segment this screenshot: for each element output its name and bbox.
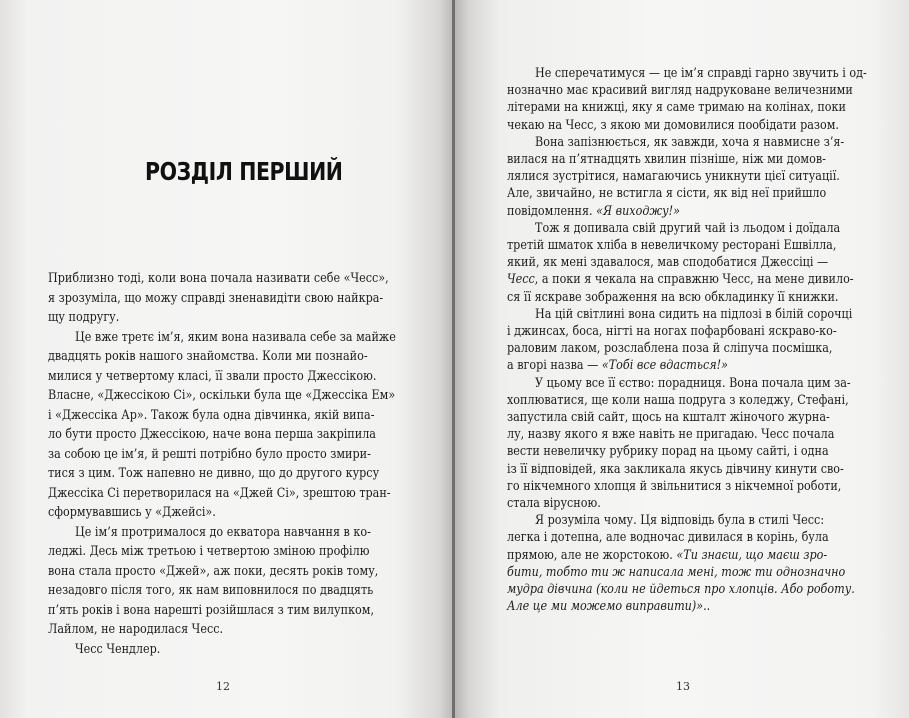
text-line: Джессіка Сі перетворилася на «Джей Сі», зрештою тран-	[48, 485, 391, 501]
italic-text-segment: Чесс	[507, 272, 535, 288]
text-line	[507, 205, 680, 218]
text-segment: , а поки я чекала на справжню Чесс, на мене дивило-	[534, 272, 854, 288]
text-line: Але, звичайно, не встигла я сісти, як від неї прийшло	[507, 186, 827, 202]
text-line: запустила свій сайт, щось на кшталт жіночого журна-	[507, 410, 830, 425]
text-segment: .	[706, 599, 711, 615]
text-line: сформувавшись у «Джейсі».	[48, 505, 216, 520]
right-page	[455, 0, 909, 718]
text-line	[507, 600, 710, 613]
text-line: раловим лаком, розслаблена поза й сліпуча посмішка,	[507, 341, 833, 357]
text-line: У цьому все її єство: порадниця. Вона почала цим за-	[535, 375, 851, 391]
page-number-left: 12	[216, 680, 230, 693]
italic-text-segment: «Тобі все вдасться!»	[601, 358, 728, 374]
italic-text-segment: Але це ми можемо виправити)».	[507, 599, 707, 615]
text-segment: повідомлення.	[507, 203, 593, 219]
text-line: ся її яскраве зображення на всю обкладинку її книжки.	[507, 289, 839, 305]
text-line: щу подругу.	[48, 310, 120, 325]
text-line	[507, 273, 854, 286]
text-segment: а вгорі назва —	[507, 358, 599, 374]
chapter-title: РОЗДІЛ ПЕРШИЙ	[145, 157, 343, 186]
text-line: і джинсах, боса, нігті на ногах пофарбовані яскраво-ко-	[507, 324, 837, 339]
text-line: лялися зустрітися, намагаючись уникнути цієї ситуації.	[507, 169, 840, 185]
text-line	[507, 549, 827, 562]
text-line: На цій світлині вона сидить на підлозі в білій сорочці	[535, 306, 853, 322]
text-line: Приблизно тоді, коли вона почала називати себе «Чесс»,	[48, 271, 389, 286]
text-line: третій шматок хліба в невеличкому ресторані Ешвілла,	[507, 238, 837, 253]
text-line: лу, назву якого я вже навіть не пригадаю. Чесс почала	[507, 427, 835, 443]
text-line: із її відповідей, яка закликала якусь дівчину кинути сво-	[507, 461, 844, 477]
text-line: двадцять років нашого знайомства. Коли ми познайо-	[48, 349, 368, 364]
text-line: Це ім’я протрималося до екватора навчання в ко-	[75, 524, 371, 540]
text-line: незадовго після того, як нам виповнилося по двадцять	[48, 583, 374, 598]
page-number-right: 13	[676, 680, 690, 693]
text-line: і «Джессіка Ар». Також була одна дівчинка, якій випа-	[48, 407, 375, 423]
text-line: тися з цим. Тож напевно не дивно, що до другого курсу	[48, 466, 380, 481]
text-line: Вона запізнюється, як завжди, хоча я навмисне з’я-	[535, 134, 845, 150]
text-line	[507, 583, 855, 596]
text-line: стала вірусною.	[507, 496, 601, 511]
text-line	[507, 566, 845, 579]
italic-text-segment: «Я виходжу!»	[596, 203, 680, 219]
text-line: Лайлом, не народилася Чесс.	[48, 622, 224, 637]
text-line: який, як мені здавалося, мав сподобатися Джессіці —	[507, 255, 829, 271]
text-line: милися у четвертому класі, її звали просто Джессікою.	[48, 368, 377, 384]
italic-text-segment: мудра дівчина (коли не йдеться про хлопців. Або роботу.	[507, 582, 855, 597]
text-line: Чесс Чендлер.	[75, 641, 161, 657]
text-line: вести невеличку рубрику порад на цьому сайті, і одна	[507, 444, 829, 460]
text-line: леджі. Десь між третьою і четвертою зміною профілю	[48, 544, 370, 559]
text-line	[507, 359, 728, 372]
text-line: легка і дотепна, але водночас дивилася в корінь, була	[507, 530, 829, 546]
text-line: за собою це ім’я, й решті потрібно було просто змири-	[48, 446, 371, 462]
text-line: го нікчемного хлопця й звільнитися з нікчемної роботи,	[507, 478, 842, 494]
text-line: вилася на п’ятнадцять хвилин пізніше, ніж ми домов-	[507, 152, 826, 167]
text-line: п’ять років і вона нарешті розійшлася з тим вилупком,	[48, 602, 375, 618]
text-line: літерами на книжці, яку я саме тримаю на колінах, поки	[507, 100, 846, 116]
text-line: чекаю на Чесс, з якою ми домовилися пообідати разом.	[507, 117, 840, 133]
text-line: Це вже третє ім’я, яким вона називала себе за майже	[75, 329, 396, 345]
text-line: я зрозуміла, що можу справді зненавидіти свою найкра-	[48, 290, 384, 306]
text-line: Власне, «Джессікою Сі», оскільки була ще «Джессіка Ем»	[48, 388, 396, 403]
italic-text-segment: бити, тобто ти ж написала мені, тож ти однозначно	[507, 564, 846, 580]
italic-text-segment: «Ти знаєш, що маєш зро-	[676, 547, 828, 563]
text-line: хоплюватися, ще коли наша подруга з коледжу, Стефані,	[507, 392, 849, 408]
text-segment: прямою, але не жорстокою.	[507, 547, 673, 563]
text-line: Не сперечатимуся — це ім’я справді гарно звучить і од-	[535, 66, 867, 81]
text-line: Тож я допивала свій другий чай із льодом і доїдала	[535, 220, 841, 236]
text-line: нозначно має красивий вигляд надруковане величезними	[507, 83, 853, 99]
text-line: Я розуміла чому. Ця відповідь була в стилі Чесс:	[535, 513, 825, 529]
text-line: вона стала просто «Джей», аж поки, десять років тому,	[48, 563, 379, 579]
text-line: ло бути просто Джессікою, наче вона перша закріпила	[48, 427, 376, 442]
left-page	[0, 0, 452, 718]
